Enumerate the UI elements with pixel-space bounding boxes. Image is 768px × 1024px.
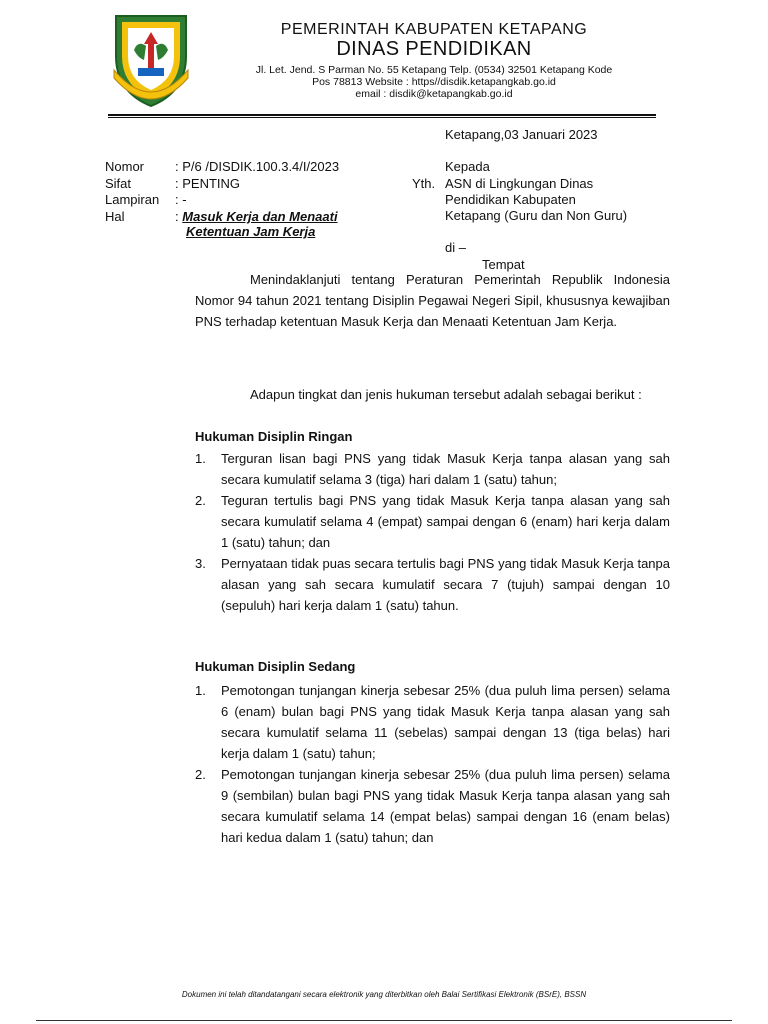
letterhead-rule-thick bbox=[108, 114, 656, 116]
list-item-text: Pemotongan tunjangan kinerja sebesar 25% (dua puluh lima persen) selama 6 (enam) bulan bagi PNS yang tidak Masuk Kerja tanpa alasan yang sah secara kumulatif selama 11 (sebelas) sampai dengan 13 (tiga belas) hari kerja dalam 1 (satu) tahun; bbox=[221, 683, 670, 761]
di-label: di – bbox=[445, 240, 466, 255]
ringan-heading: Hukuman Disiplin Ringan bbox=[195, 429, 353, 444]
hal-value bbox=[175, 209, 338, 224]
department-name: DINAS PENDIDIKAN bbox=[336, 38, 532, 60]
list-item bbox=[195, 490, 670, 553]
esignature-footer: Dokumen ini telah ditandatangani secara elektronik yang diterbitkan oleh Balai Sertifikasi Elektronik (BSrE), BSSN bbox=[181, 990, 587, 999]
list-item-text: Teguran tertulis bagi PNS yang tidak Masuk Kerja tanpa alasan yang sah secara kumulatif selama 4 (empat) sampai dengan 6 (enam) hari kerja dalam 1 (satu) tahun; dan bbox=[221, 493, 670, 550]
hal-colon: : bbox=[175, 209, 179, 224]
letterhead-address bbox=[214, 64, 654, 100]
tempat-label: Tempat bbox=[482, 257, 525, 272]
recipient-line-2: Pendidikan Kabupaten bbox=[445, 192, 576, 207]
list-item bbox=[195, 680, 670, 764]
list-number: 1. bbox=[195, 683, 206, 698]
ringan-list bbox=[195, 448, 670, 616]
yth-label: Yth. bbox=[412, 176, 436, 191]
opening-paragraph: Menindaklanjuti tentang Peraturan Pemerintah Republik Indonesia Nomor 94 tahun 2021 tentang Disiplin Pegawai Negeri Sipil, khususnya kewajiban PNS terhadap ketentuan Masuk Kerja dan Menaati Ketentuan Jam Kerja. bbox=[195, 272, 670, 329]
list-item bbox=[195, 553, 670, 616]
list-item-text: Terguran lisan bagi PNS yang tidak Masuk Kerja tanpa alasan yang sah secara kumulatif selama 3 (tiga) hari dalam 1 (satu) tahun; bbox=[221, 451, 670, 487]
list-item bbox=[195, 448, 670, 490]
list-item bbox=[195, 764, 670, 848]
lampiran-value: : - bbox=[175, 192, 187, 207]
recipient-line-3: Ketapang (Guru dan Non Guru) bbox=[445, 208, 628, 223]
recipient-line-1: ASN di Lingkungan Dinas bbox=[445, 176, 594, 191]
address-line-1: Jl. Let. Jend. S Parman No. 55 Ketapang Telp. (0534) 32501 Ketapang Kode bbox=[255, 64, 613, 76]
kabupaten-ketapang-logo bbox=[108, 10, 194, 110]
address-line-3: email : disdik@ketapangkab.go.id bbox=[355, 88, 513, 100]
intro-paragraph: Adapun tingkat dan jenis hukuman tersebut adalah sebagai berikut : bbox=[250, 387, 642, 402]
letterhead-rule-thin bbox=[108, 117, 656, 118]
kepada-label: Kepada bbox=[445, 159, 490, 174]
sifat-value: : PENTING bbox=[175, 176, 241, 191]
list-item-text: Pemotongan tunjangan kinerja sebesar 25% (dua puluh lima persen) selama 9 (sembilan) bulan bagi PNS yang tidak Masuk Kerja tanpa alasan yang sah secara kumulatif selama 14 (empat belas) sampai dengan 16 (enam belas) hari kedua dalam 1 (satu) tahun; dan bbox=[221, 767, 670, 845]
nomor-value: : P/6 /DISDIK.100.3.4/I/2023 bbox=[175, 159, 340, 174]
list-number: 1. bbox=[195, 451, 206, 466]
sedang-heading: Hukuman Disiplin Sedang bbox=[195, 659, 356, 674]
address-line-2: Pos 78813 Website : https//disdik.ketapangkab.go.id bbox=[312, 76, 556, 88]
sedang-list bbox=[195, 680, 670, 848]
government-name: PEMERINTAH KABUPATEN KETAPANG bbox=[280, 21, 588, 38]
list-item-text: Pernyataan tidak puas secara tertulis bagi PNS yang tidak Masuk Kerja tanpa alasan yang sah secara kumulatif secara 7 (tujuh) sampai dengan 10 (sepuluh) hari kerja dalam 1 (satu) tahun. bbox=[221, 556, 670, 613]
lampiran-label: Lampiran bbox=[105, 192, 160, 207]
hal-value-line-2: Ketentuan Jam Kerja bbox=[186, 224, 316, 239]
hal-label: Hal bbox=[105, 209, 125, 224]
hal-value-line-1: Masuk Kerja dan Menaati bbox=[182, 209, 338, 224]
list-number: 2. bbox=[195, 493, 206, 508]
list-number: 2. bbox=[195, 767, 206, 782]
nomor-label: Nomor bbox=[105, 159, 145, 174]
footer-rule bbox=[36, 1020, 732, 1021]
sifat-label: Sifat bbox=[105, 176, 132, 191]
letter-date: Ketapang,03 Januari 2023 bbox=[445, 127, 598, 142]
list-number: 3. bbox=[195, 556, 206, 571]
